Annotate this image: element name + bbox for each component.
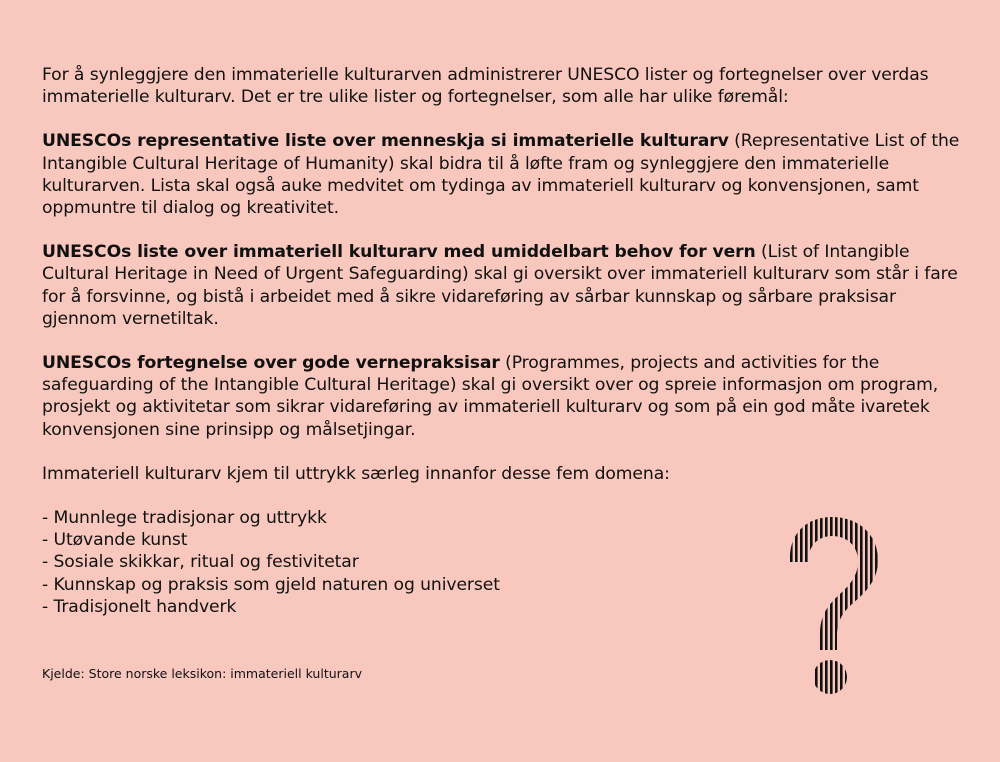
list-item: - Kunnskap og praksis som gjeld naturen og universet [42,574,500,595]
list-item: - Sosiale skikkar, ritual og festivitetar [42,552,359,573]
list-title-representative: UNESCOs representative liste over menneskja si immaterielle kulturarv [42,131,729,152]
list-item: - Tradisjonelt handverk [42,596,237,617]
list-paragraph-practices [42,352,962,441]
intro-paragraph: For å synleggjere den immaterielle kulturarven administrerer UNESCO lister og fortegnelser over verdas immaterielle kulturarv. Det er tre ulike lister og fortegnelser, som alle har ulike føremål: [42,65,929,108]
domains-intro: Immateriell kulturarv kjem til uttrykk særleg innanfor desse fem domena: [42,463,670,484]
list-title-practices: UNESCOs fortegnelse over gode vernepraksisar [42,353,500,374]
list-paragraph-representative [42,130,962,219]
list-body-practices: (Programmes, projects and activities for the safeguarding of the Intangible Cultural Heritage) skal gi oversikt over og spreie informasjon om program, prosjekt og aktivitetar som sikrar vidareføring av immateriell kulturarv og som på ein god måte ivaretek konvensjonen sine prinsipp og målsetjingar. [42,353,939,440]
list-item: - Utøvande kunst [42,530,188,551]
list-paragraph-urgent [42,241,962,330]
source-citation: Kjelde: Store norske leksikon: immateriell kulturarv [42,666,362,681]
list-item: - Munnlege tradisjonar og uttrykk [42,508,327,529]
striped-question-mark-icon [780,512,890,697]
list-body-representative: (Representative List of the Intangible Cultural Heritage of Humanity) skal bidra til å løfte fram og synleggjere den immaterielle kulturarven. Lista skal også auke medvitet om tydinga av immateriell kulturarv og konvensjonen, samt oppmuntre til dialog og kreativitet. [42,131,960,219]
list-body-urgent: (List of Intangible Cultural Heritage in Need of Urgent Safeguarding) skal gi oversikt over immateriell kulturarv som står i fare for å forsvinne, og bistå i arbeidet med å sikre vidareføring av sårbar kunnskap og sårbare praksisar gjennom vernetiltak. [42,242,958,329]
list-title-urgent: UNESCOs liste over immateriell kulturarv med umiddelbart behov for vern [42,242,756,263]
